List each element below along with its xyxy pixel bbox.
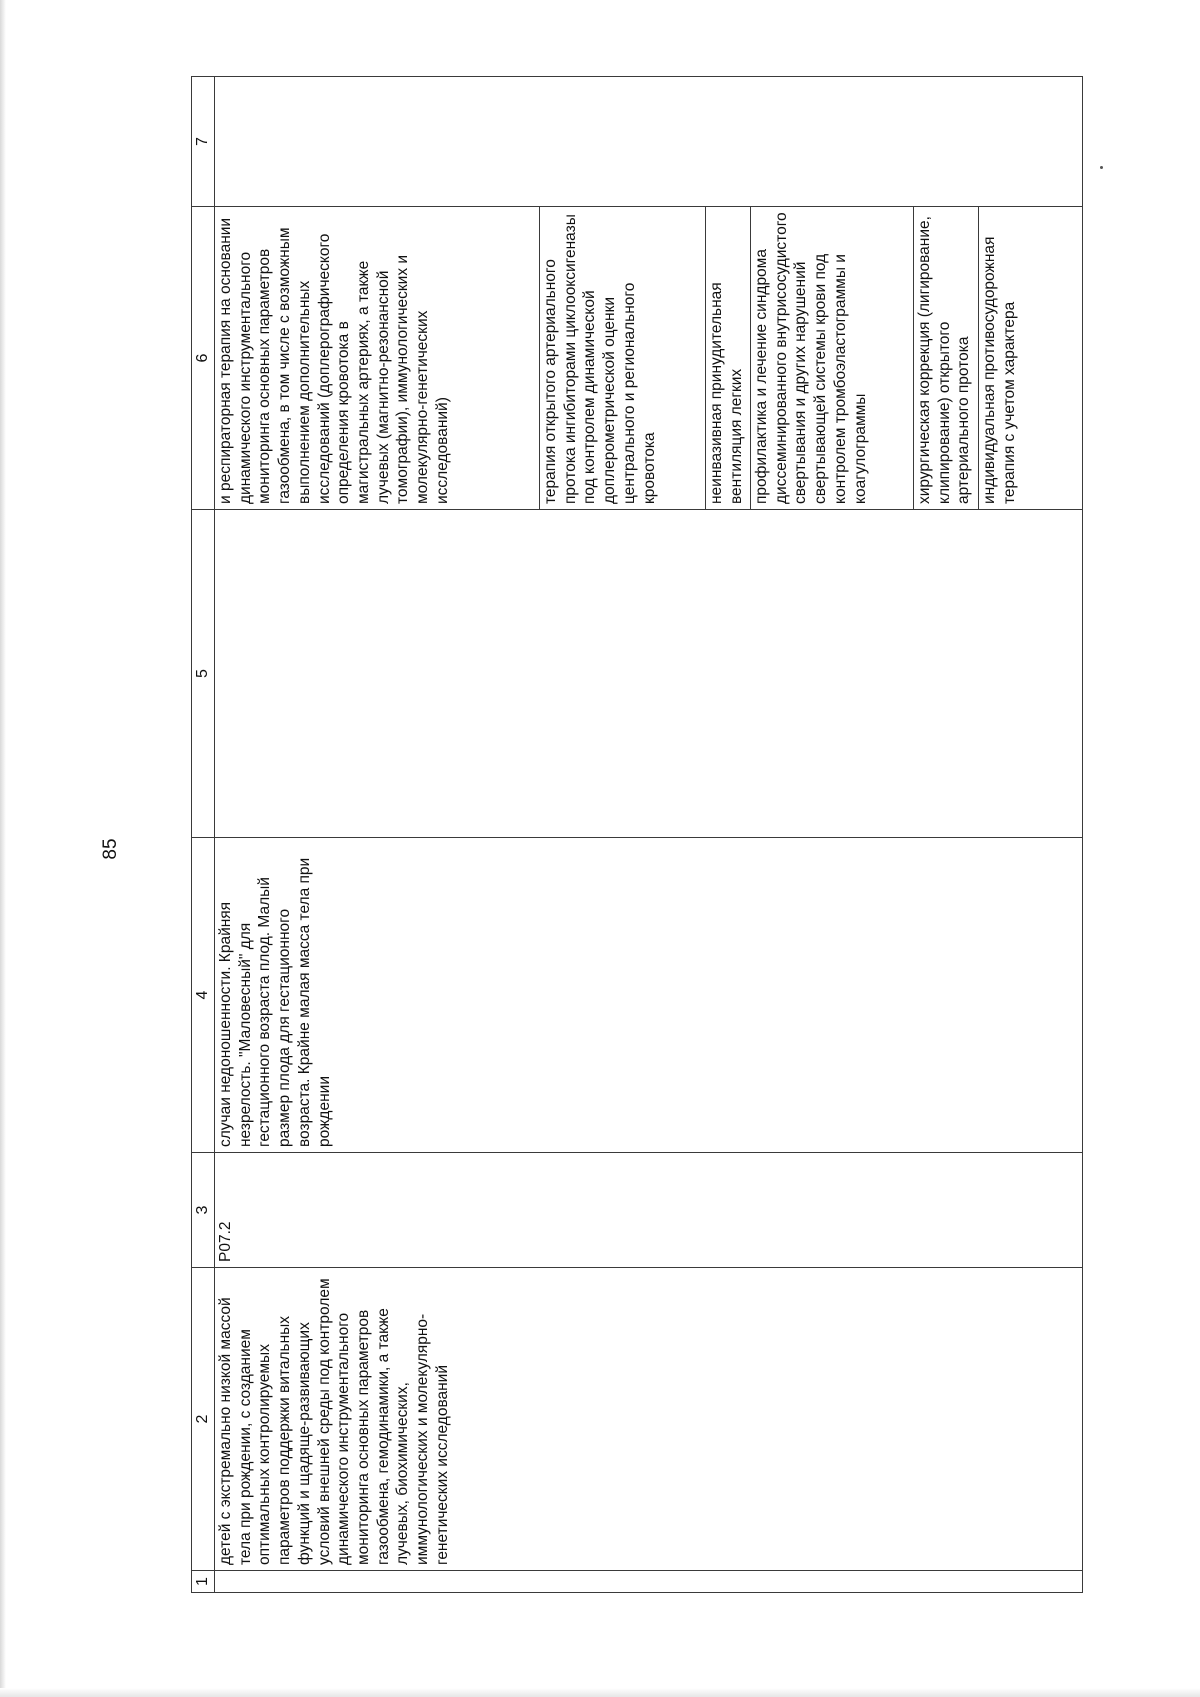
column-number-3: 3 <box>192 1153 215 1268</box>
column-number-2: 2 <box>192 1268 215 1571</box>
cell-col5 <box>215 510 1083 838</box>
column-number-4: 4 <box>192 838 215 1153</box>
list-item <box>979 207 1021 509</box>
treatment-item-2: терапия открытого артериального протока ингибиторами циклооксигеназы под контролем динамической доплерометрической оценки центрального и регионального кровотока <box>540 207 706 509</box>
treatment-item-5: хирургическая коррекция (лигирование, клипирование) открытого артериального протока <box>914 207 979 509</box>
cell-col1 <box>215 1571 1083 1593</box>
column-number-7: 7 <box>192 77 215 207</box>
table-frame <box>191 77 1083 1593</box>
rotated-table-container <box>191 77 1083 1593</box>
cell-col7 <box>215 77 1083 207</box>
column-number-row <box>192 77 215 1593</box>
column-number-5: 5 <box>192 510 215 838</box>
treatment-item-1: и респираторная терапия на основании динамического инструментального мониторинга основных параметров газообмена, в том числе с возможным выполнением дополнительных исследований (доплерографического определения кровотока в магистральных артериях, а также лучевых (магнитно-резонансной томографии), иммунологических и молекулярно-генетических исследований) <box>215 207 540 509</box>
page-number: 85 <box>100 838 121 860</box>
column-number-1: 1 <box>192 1571 215 1593</box>
procedure-table <box>191 76 1083 1593</box>
list-item <box>706 207 751 509</box>
treatment-item-6: индивидуальная противосудорожная терапия с учетом характера <box>981 236 1018 504</box>
scan-speck <box>1100 166 1103 169</box>
treatment-subtable <box>215 207 1020 509</box>
table-row <box>215 77 1083 1593</box>
scan-left-edge <box>0 0 6 1697</box>
cell-col6-treatment-methods <box>215 207 1083 510</box>
cell-col3-icd-code: P07.2 <box>215 1153 1083 1268</box>
scan-bottom-edge <box>0 1688 1200 1697</box>
treatment-item-3: неинвазивная принудительная вентиляция легких <box>706 207 751 509</box>
cell-col4-diagnosis: случаи недоношенности. Крайняя незрелость. "Маловесный" для гестационного возраста плод. Малый размер плода для гестационного возраста. Крайне малая масса тела при рождении <box>215 838 1083 1153</box>
list-item <box>751 207 914 509</box>
list-item <box>215 207 540 509</box>
cell-col2-procedure-description: детей с экстремально низкой массой тела при рождении, с созданием оптимальных контролируемых параметров поддержки витальных функций и щадяще-развивающих условий внешней среды под контролем динамического инструментального мониторинга основных параметров газообмена, гемодинамики, а также лучевых, биохимических, иммунологических и молекулярно-генетических исследований <box>215 1268 1083 1571</box>
treatment-item-4: профилактика и лечение синдрома диссеминированного внутрисосудистого свертывания и других нарушений свертывающей системы крови под контролем тромбоэластограммы и коагулограммы <box>751 207 914 509</box>
list-item <box>540 207 706 509</box>
column-number-6: 6 <box>192 207 215 510</box>
list-item <box>914 207 979 509</box>
